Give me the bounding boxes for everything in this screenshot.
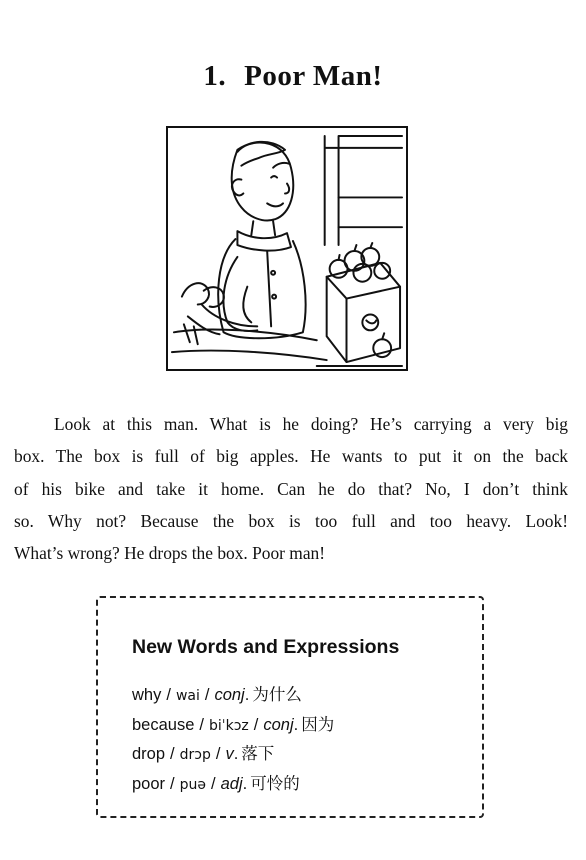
lesson-title bbox=[0, 60, 586, 93]
vocab-word: poor bbox=[132, 774, 166, 793]
vocabulary-box bbox=[96, 596, 484, 818]
vocab-word: because bbox=[132, 715, 195, 734]
man-carrying-apple-box-illustration bbox=[168, 128, 406, 369]
story-line: What’s wrong? He drops the box. Poor man! bbox=[14, 543, 326, 564]
vocab-part-of-speech: conj bbox=[214, 686, 245, 704]
vocabulary-list bbox=[132, 680, 334, 798]
vocab-meaning: 为什么 bbox=[252, 685, 302, 704]
vocab-word: drop bbox=[132, 745, 166, 763]
illustration-frame bbox=[166, 126, 408, 371]
vocab-meaning: 可怜的 bbox=[250, 773, 300, 793]
lesson-title-text: Poor Man! bbox=[244, 60, 383, 92]
vocab-part-of-speech: adj bbox=[220, 774, 243, 793]
vocab-pronunciation: wai bbox=[175, 688, 200, 704]
story-text bbox=[14, 408, 568, 569]
vocabulary-heading: New Words and Expressions bbox=[132, 636, 400, 658]
vocabulary-item: drop / drɔp / v. 落下 bbox=[132, 744, 275, 763]
story-line: of his bike and take it home. Can he do that? No, I don’t think bbox=[14, 478, 568, 499]
story-line: so. Why not? Because the box is too full and too heavy. Look! bbox=[14, 510, 568, 531]
vocabulary-item: why / wai / conj. 为什么 bbox=[132, 685, 302, 704]
vocab-pronunciation: puə bbox=[179, 776, 206, 793]
vocab-meaning: 因为 bbox=[301, 714, 335, 734]
story-line: Look at this man. What is he doing? He’s carrying a very big bbox=[54, 414, 568, 434]
lesson-number: 1. bbox=[203, 60, 227, 92]
vocabulary-item: poor / puə / adj. 可怜的 bbox=[132, 773, 300, 793]
vocab-part-of-speech: conj bbox=[263, 715, 294, 734]
vocab-word: why bbox=[132, 686, 162, 704]
vocabulary-item: because / biˈkɔz / conj. 因为 bbox=[132, 714, 335, 734]
story-line: box. The box is full of big apples. He wants to put it on the back bbox=[14, 446, 568, 467]
vocab-pronunciation: biˈkɔz bbox=[208, 717, 249, 734]
vocab-part-of-speech: v bbox=[225, 745, 234, 763]
vocab-meaning: 落下 bbox=[241, 744, 275, 763]
vocab-pronunciation: drɔp bbox=[179, 747, 211, 763]
